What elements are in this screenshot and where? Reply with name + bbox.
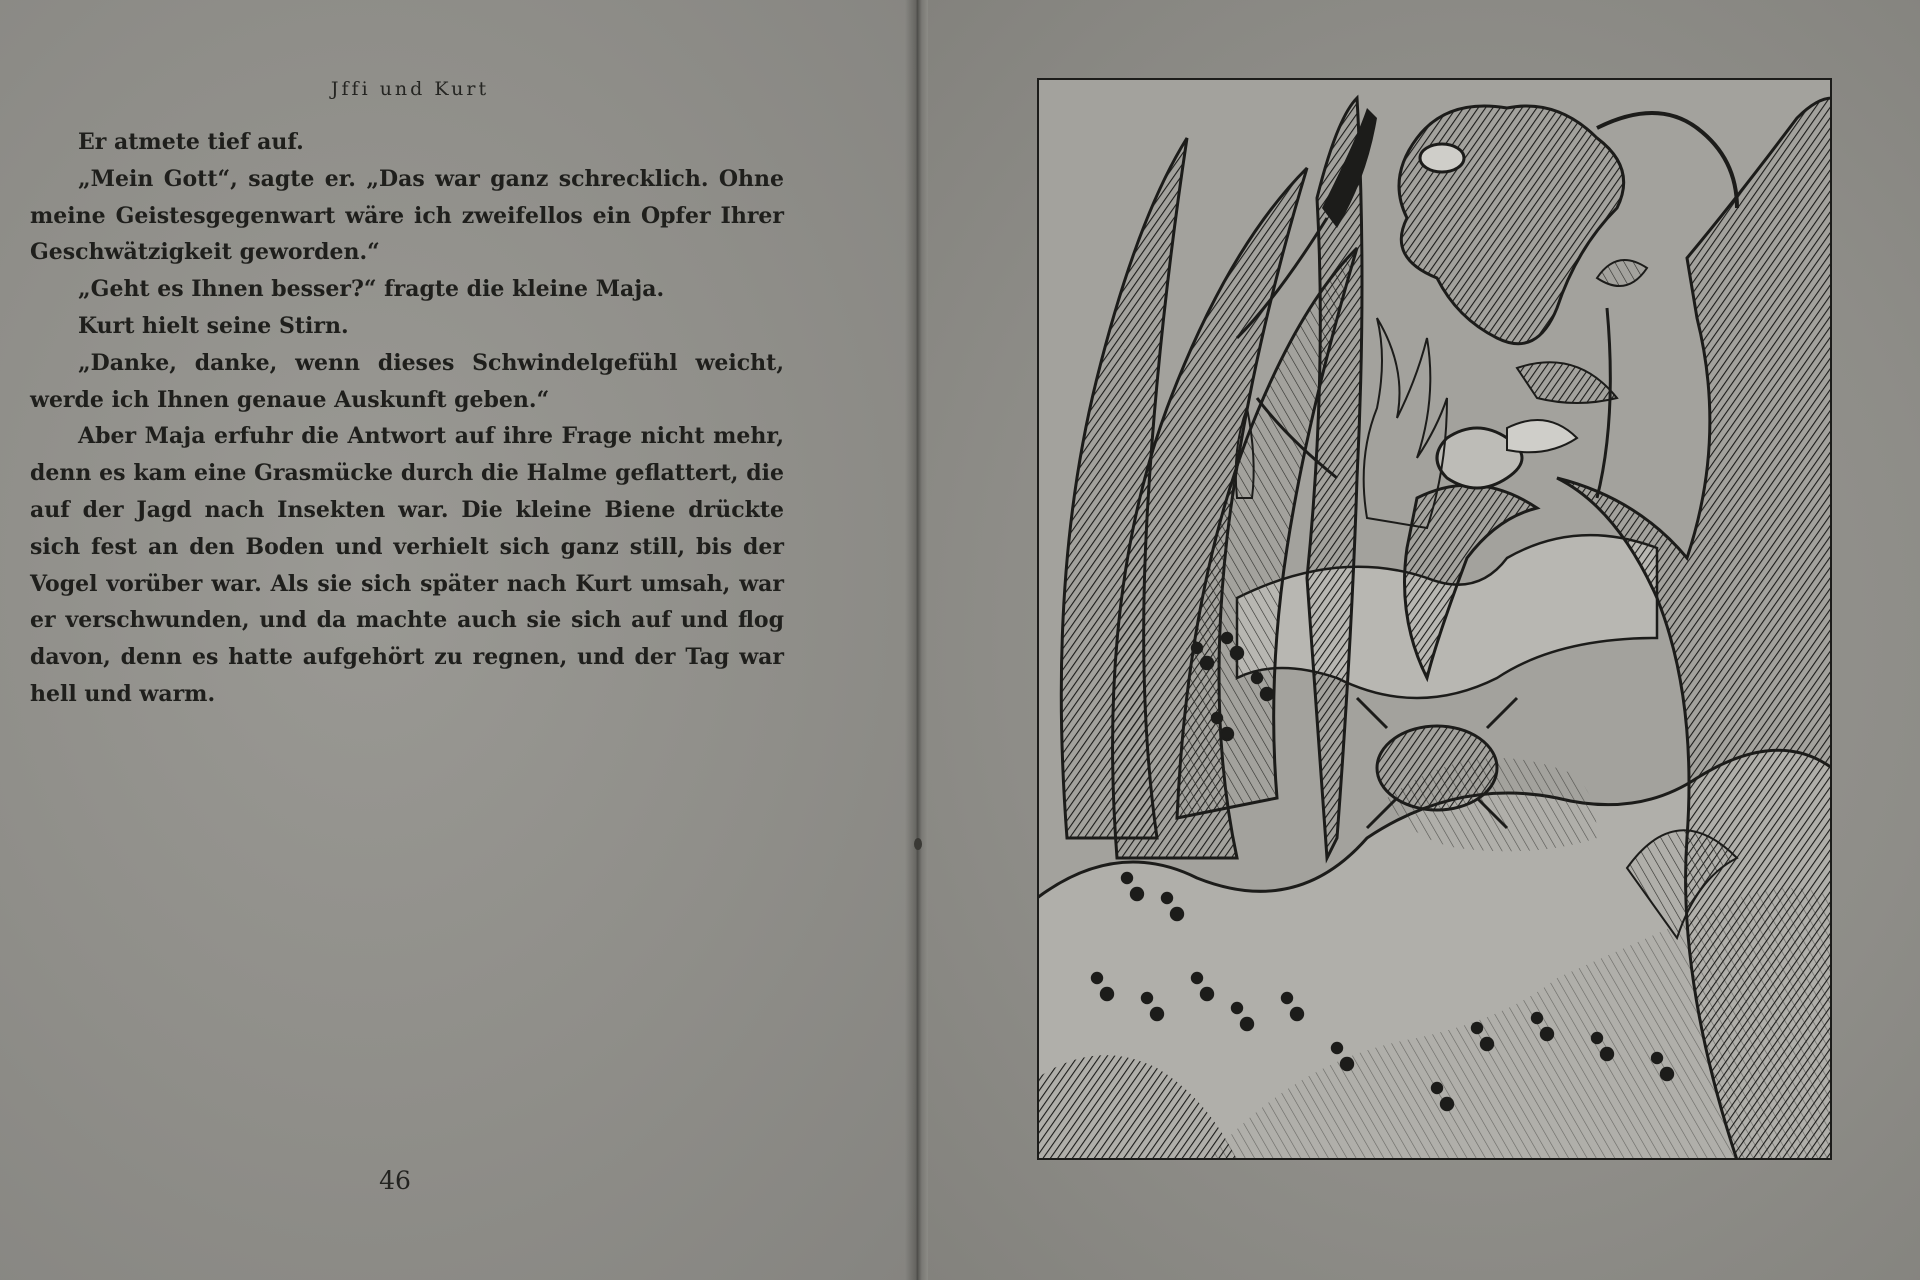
paragraph: „Geht es Ihnen besser?“ fragte die kleine Maja.: [78, 276, 665, 303]
illustration-drawing: [1037, 78, 1832, 1160]
paragraph: Kurt hielt seine Stirn.: [78, 312, 349, 339]
book-gutter: [905, 0, 929, 1280]
body-text: [30, 124, 784, 713]
page-number: 46: [379, 1166, 411, 1195]
paragraph: Er atmete tief auf.: [78, 129, 304, 155]
paragraph: „Danke, danke, wenn dieses Schwindelgefühl weicht, werde ich Ihnen genaue Auskunft geben.“: [30, 349, 784, 413]
running-head: Jffi und Kurt: [330, 78, 490, 100]
left-page: [0, 0, 918, 1280]
ink-illustration: [1037, 78, 1832, 1160]
flower-droplet: [1420, 144, 1464, 172]
paragraph: Aber Maja erfuhr die Antwort auf ihre Frage nicht mehr, denn es kam eine Grasmücke durch die Halme geflattert, die auf der Jagd nach Insekten war. Die kleine Biene drückte sich fest an den Boden und verhielt sich ganz still, bis der Vogel vorüber war. Als sie sich später nach Kurt umsah, war er verschwunden, und da machte auch sie sich auf und flog davon, denn es hatte aufgehört zu regnen, und der Tag war hell und warm.: [30, 423, 784, 707]
binding-stitch: [914, 838, 922, 850]
beetle: [1377, 726, 1497, 810]
paragraph: „Mein Gott“, sagte er. „Das war ganz schrecklich. Ohne meine Geistesgegenwart wäre ich zweifellos ein Opfer Ihrer Geschwätzigkeit geworden.“: [30, 165, 784, 266]
